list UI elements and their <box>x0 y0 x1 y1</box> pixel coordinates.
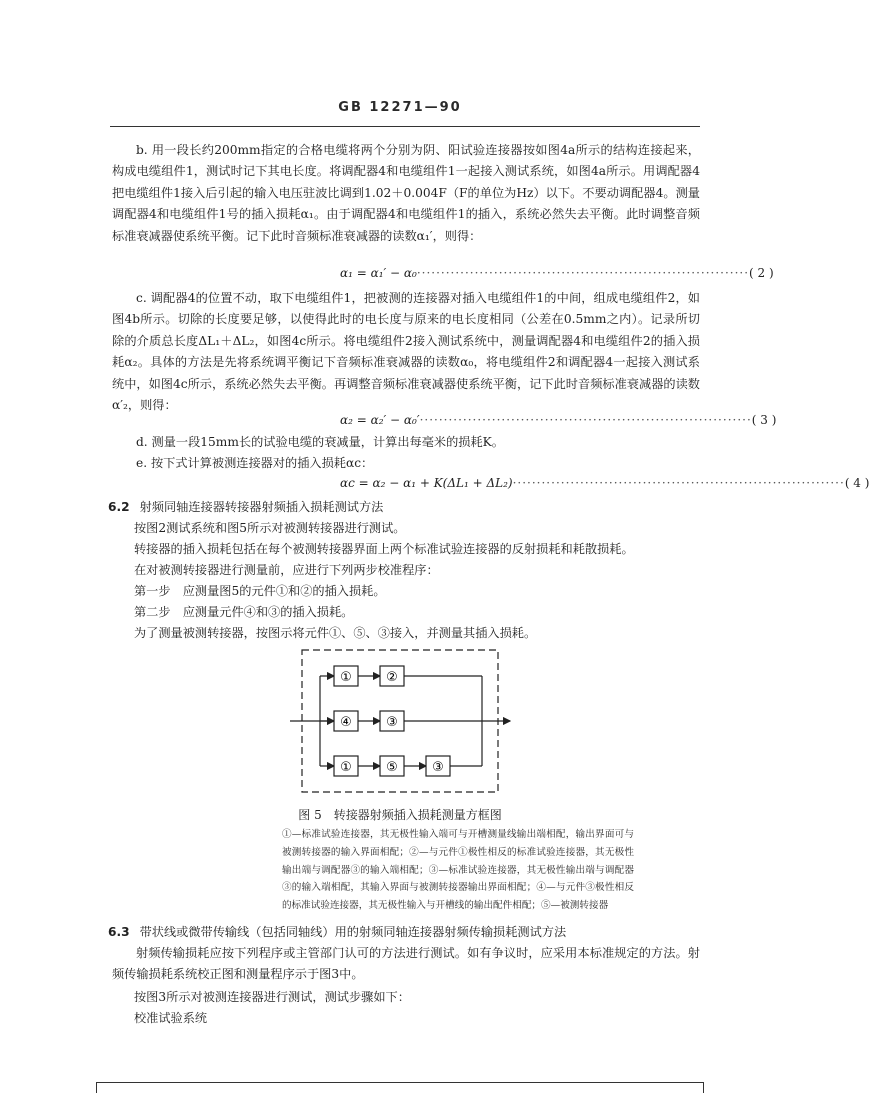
section-6-2-line-4: 第一步 应测量图5的元件①和②的插入损耗。 <box>134 584 386 598</box>
equation-2-leader: ····································································· <box>416 266 750 280</box>
equation-4 <box>340 476 869 490</box>
block-label-row3-a: ① <box>340 760 352 775</box>
section-6-3-heading <box>108 922 700 943</box>
equation-2 <box>340 266 774 280</box>
block-label-row1-b: ② <box>386 670 398 685</box>
section-6-2-title: 射频同轴连接器转接器射频插入损耗测试方法 <box>139 500 384 514</box>
equation-3 <box>340 413 777 427</box>
equation-4-expr: αc = α₂ − α₁ + K(ΔL₁ + ΔL₂) <box>340 476 513 490</box>
bottom-table-border <box>96 1082 704 1093</box>
equation-4-number: ( 4 ) <box>844 476 869 490</box>
standard-header: GB 12271—90 <box>338 100 462 115</box>
section-6-2-line-3: 在对被测转接器进行测量前，应进行下列两步校准程序： <box>134 563 439 577</box>
section-6-2-number: 6.2 <box>108 500 130 514</box>
block-label-row2-b: ③ <box>386 715 398 730</box>
paragraph-b: b. 用一段长约200mm指定的合格电缆将两个分别为阴、阳试验连接器按如图4a所示的结构连接起来，构成电缆组件1，测试时记下其电长度。将调配器4和电缆组件1一起接入测试系统，如图4a所示。用调配器4把电缆组件1接入后引起的输入电压驻波比调到1.02＋0.004F（F的单位为Hz）以下。不要动调配器4。测量调配器4和电缆组件1号的插入损耗α₁。由于调配器4和电缆组件1的插入，系统必然失去平衡。此时调整音频标准衰减器使系统平衡。记下此时音频标准衰减器的读数α₁′，则得： <box>112 143 700 243</box>
figure-5-note: ①—标准试验连接器，其无极性输入端可与开槽测量线输出端相配，输出界面可与被测转接器的输入界面相配；②—与元件①极性相反的标准试验连接器，其无极性输出端与调配器③的输入端相配；③—标准试验连接器，其无极性输出端与调配器③的输入端相配，其输入界面与被测转接器输出界面相配；④—与元件③极性相反的标准试验连接器，其无极性输入与开槽线的输出配件相配；⑤—被测转接器 <box>282 829 634 912</box>
section-6-3-line-2: 按图3所示对被测连接器进行测试，测试步骤如下： <box>134 990 410 1004</box>
figure-5-block-diagram <box>290 646 510 796</box>
section-6-2-heading <box>108 497 700 518</box>
equation-3-expr: α₂ = α₂′ − α₀′ <box>340 413 420 427</box>
section-6-2-line-2: 转接器的插入损耗包括在每个被测转接器界面上两个标准试验连接器的反射损耗和耗散损耗。 <box>134 542 634 556</box>
section-6-3-paragraph: 射频传输损耗应按下列程序或主管部门认可的方法进行测试。如有争议时，应采用本标准规定的方法。射频传输损耗系统校正图和测量程序示于图3中。 <box>112 946 700 982</box>
section-6-2-line-1: 按图2测试系统和图5所示对被测转接器进行测试。 <box>134 521 406 535</box>
section-6-2-line-6: 为了测量被测转接器，按图示将元件①、⑤、③接入，并测量其插入损耗。 <box>134 626 537 640</box>
block-label-row2-a: ④ <box>340 715 352 730</box>
equation-3-leader: ····································································· <box>419 413 752 427</box>
paragraph-d: d. 测量一段15mm长的试验电缆的衰减量，计算出每毫米的损耗K。 <box>136 435 504 449</box>
block-label-row1-a: ① <box>340 670 352 685</box>
paragraph-c: c. 调配器4的位置不动，取下电缆组件1，把被测的连接器对插入电缆组件1的中间，组成电缆组件2，如图4b所示。切除的长度要足够，以使得此时的电长度与原来的电长度相同（公差在0.5mm之内）。记录所切除的介质总长度ΔL₁＋ΔL₂，如图4c所示。将电缆组件2接入测试系统中，测量调配器4和电缆组件2的插入损耗α₂。具体的方法是先将系统调平衡记下音频标准衰减器的读数α₀，将电缆组件2和调配器4一起接入测试系统中，如图4c所示，系统必然失去平衡。再调整音频标准衰减器使系统平衡，记下此时音频标准衰减器的读数α′₂，则得： <box>112 291 700 413</box>
equation-2-expr: α₁ = α₁′ − α₀ <box>340 266 417 280</box>
section-6-2-line-5: 第二步 应测量元件④和③的插入损耗。 <box>134 605 354 619</box>
equation-4-leader: ····································································· <box>512 476 845 490</box>
paragraph-e: e. 按下式计算被测连接器对的插入损耗αc： <box>136 456 374 470</box>
block-label-row3-c: ③ <box>432 760 444 775</box>
section-6-3-line-3: 校准试验系统 <box>134 1011 208 1025</box>
header-rule <box>110 126 700 127</box>
equation-3-number: ( 3 ) <box>751 413 777 427</box>
block-label-row3-b: ⑤ <box>386 760 398 775</box>
section-6-3-number: 6.3 <box>108 925 130 939</box>
figure-5-caption: 图 5 转接器射频插入损耗测量方框图 <box>298 808 502 822</box>
equation-2-number: ( 2 ) <box>749 266 774 280</box>
section-6-3-title: 带状线或微带传输线（包括同轴线）用的射频同轴连接器射频传输损耗测试方法 <box>139 925 567 939</box>
